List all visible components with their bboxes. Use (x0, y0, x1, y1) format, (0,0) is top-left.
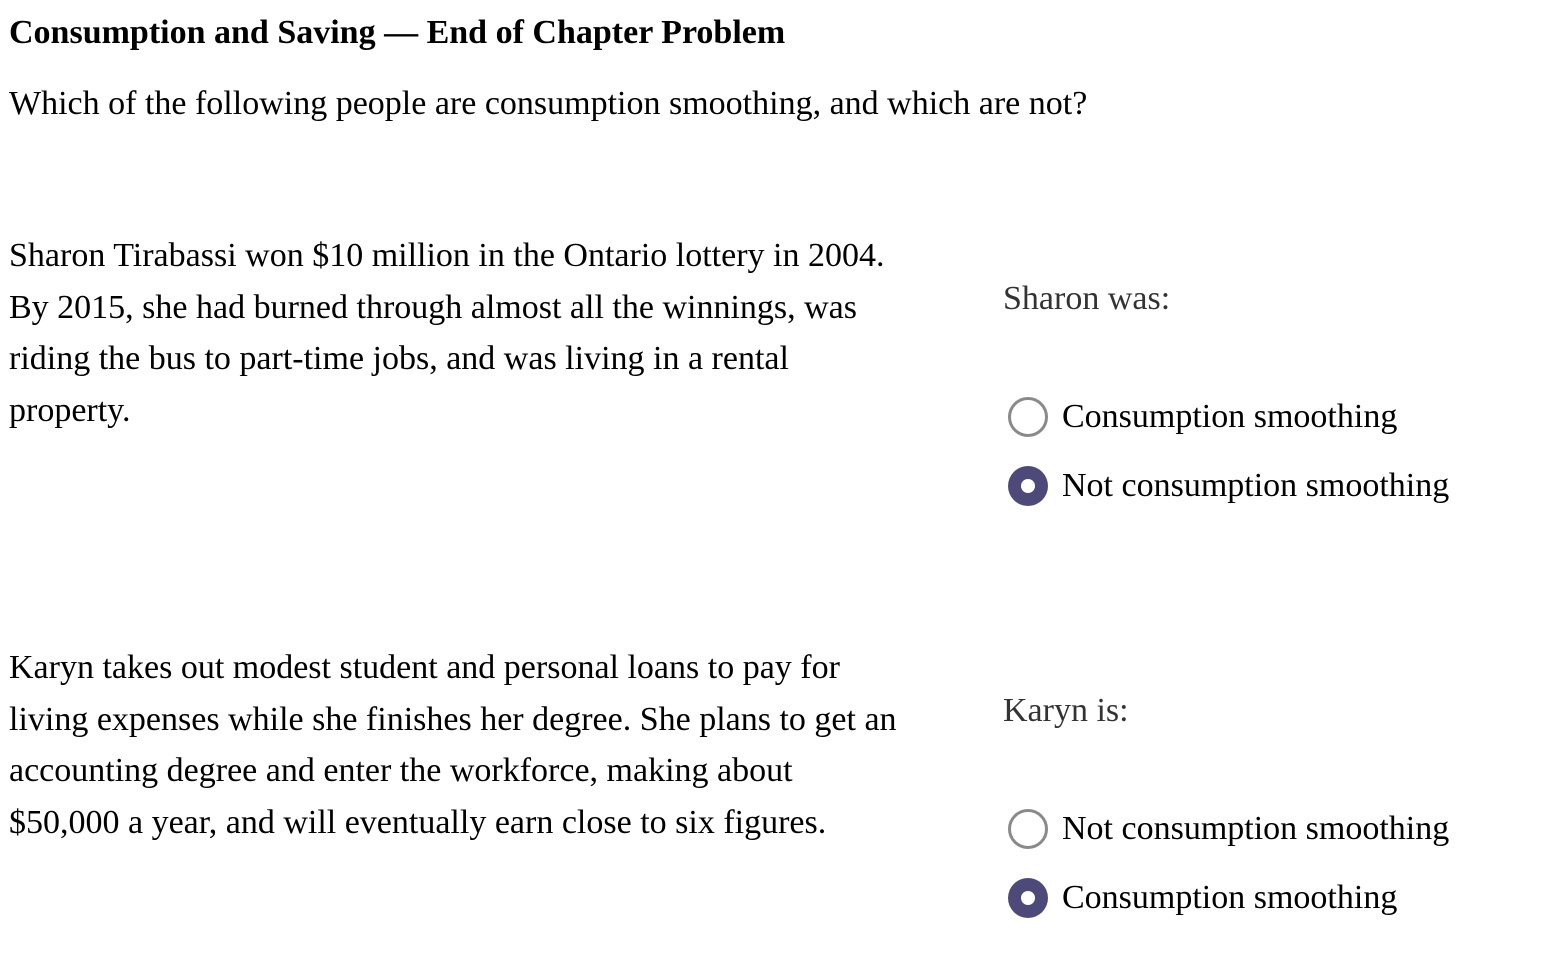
karyn-option-not-consumption-smoothing[interactable] (1008, 808, 1449, 850)
radio-selected-icon[interactable] (1008, 878, 1048, 918)
sharon-option-consumption-smoothing[interactable] (1008, 396, 1397, 438)
sharon-option-not-consumption-smoothing[interactable] (1008, 465, 1449, 507)
karyn-option-consumption-smoothing[interactable] (1008, 877, 1397, 919)
radio-unselected-icon[interactable] (1008, 809, 1048, 849)
sharon-question-label: Sharon was: (1003, 280, 1171, 317)
page-title: Consumption and Saving — End of Chapter Problem (9, 14, 786, 51)
question-prompt: Which of the following people are consumption smoothing, and which are not? (9, 85, 1088, 122)
option-label: Not consumption smoothing (1062, 810, 1450, 847)
radio-unselected-icon[interactable] (1008, 397, 1048, 437)
radio-selected-icon[interactable] (1008, 466, 1048, 506)
option-label: Not consumption smoothing (1062, 467, 1450, 504)
option-label: Consumption smoothing (1062, 879, 1398, 916)
scenario-karyn-text: Karyn takes out modest student and personal loans to pay for living expenses while she finishes her degree. She plans to get an accounting degree and enter the workforce, making about $50,000 a year, and will eventually earn close to six figures. (9, 649, 897, 841)
karyn-question-label: Karyn is: (1003, 692, 1129, 729)
scenario-sharon-text: Sharon Tirabassi won $10 million in the Ontario lottery in 2004. By 2015, she had burned through almost all the winnings, was riding the bus to part-time jobs, and was living in a rental property. (9, 237, 885, 429)
option-label: Consumption smoothing (1062, 398, 1398, 435)
